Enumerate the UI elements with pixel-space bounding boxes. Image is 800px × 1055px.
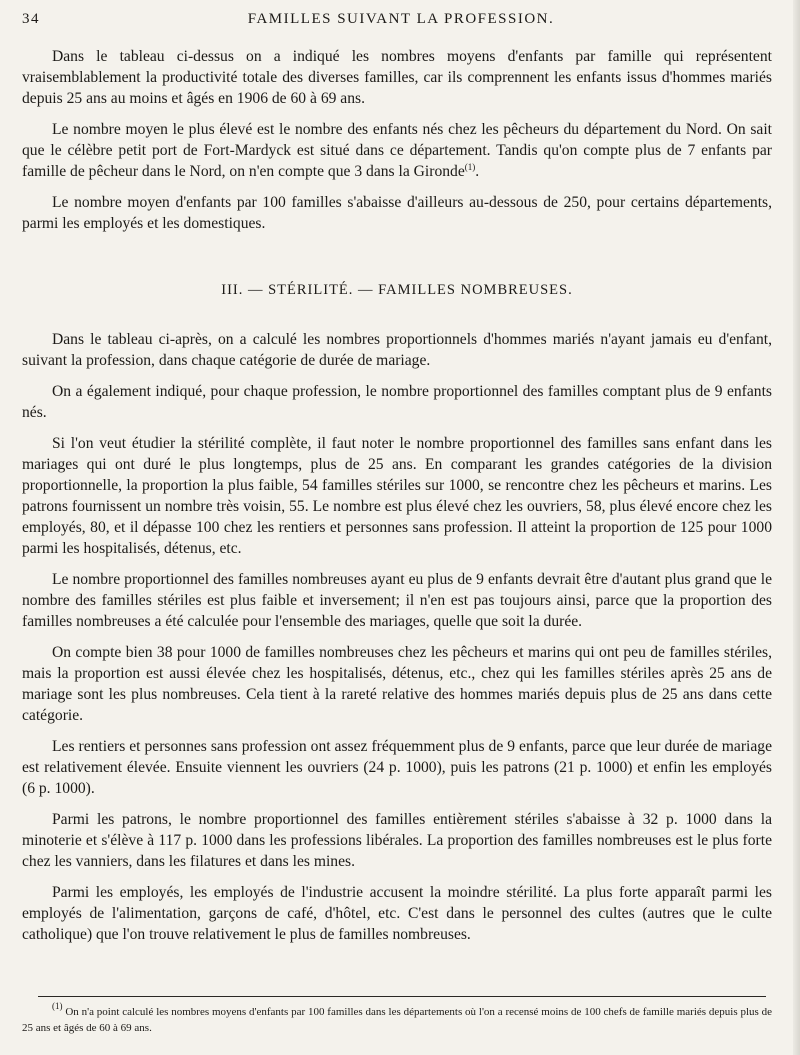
page-number: 34 [22,11,40,27]
paragraph: Dans le tableau ci-après, on a calculé les nombres proportionnels d'hommes mariés n'ayant jamais eu d'enfant, suivant la profession, dans chaque catégorie de durée de mariage. [22,331,772,369]
footnote-divider [38,996,766,997]
paragraph: Si l'on veut étudier la stérilité complète, il faut noter le nombre proportionnel des familles sans enfant dans les mariages qui ont duré le plus longtemps, plus de 25 ans. En comparant les grandes catégories de la division proportionnelle, la proportion la plus faible, 54 familles stériles sur 1000, se rencontre chez les pêcheurs et marins. Les patrons fournissent un nombre très voisin, 55. Le nombre est plus élevé chez les ouvriers, 58, plus élevé encore chez les employés, 80, et il dépasse 100 chez les rentiers et personnes sans profession. Il atteint la proportion de 125 pour 1000 parmi les hospitalisés, détenus, etc. [22,435,772,557]
paragraph [22,119,772,182]
paragraph: Le nombre proportionnel des familles nombreuses ayant eu plus de 9 enfants devrait être d'autant plus grand que le nombre des familles stériles est plus faible et inversement; il n'en est pas toujours ainsi, parce que la proportion des familles nombreuses a été calculée pour l'ensemble des mariages, quelle que soit la durée. [22,571,772,630]
footnote [22,1001,772,1036]
running-title: FAMILLES SUIVANT LA PROFESSION. [247,11,555,27]
section-title: III. — STÉRILITÉ. — FAMILLES NOMBREUSES. [221,282,573,298]
paragraph: Les rentiers et personnes sans profession ont assez fréquemment plus de 9 enfants, parce que leur durée de mariage est relativement élevée. Ensuite viennent les ouvriers (24 p. 1000), puis les patrons (21 p. 1000) et enfin les employés (6 p. 1000). [22,738,772,797]
paragraph: On a également indiqué, pour chaque profession, le nombre proportionnel des familles comptant plus de 9 enfants nés. [22,383,772,421]
footnote-body: On n'a point calculé les nombres moyens d'enfants par 100 familles dans les départements où l'on a recensé moins de 100 chefs de famille mariés depuis plus de 25 ans et âgés de 60 à 69 ans. [22,1006,772,1034]
page-edge [793,0,800,1055]
page-header [22,11,780,33]
paragraph: Dans le tableau ci-dessus on a indiqué les nombres moyens d'enfants par famille qui représentent vraisemblablement la productivité totale des diverses familles, car ils comprennent les enfants issus d'hommes mariés depuis 25 ans au moins et âgés en 1906 de 60 à 69 ans. [22,48,772,107]
paragraph-text: Le nombre moyen le plus élevé est le nombre des enfants nés chez les pêcheurs du département du Nord. On sait que le célèbre petit port de Fort-Mardyck est situé dans ce département. Tandis qu'on compte plus de 7 enfants par famille de pêcheur dans le Nord, on n'en compte que 3 dans la Gironde [22,121,772,180]
paragraph-end: . [475,163,480,180]
footnote-marker: (1) [52,1001,63,1011]
footnote-text [22,1001,772,1036]
paragraph: Parmi les patrons, le nombre proportionnel des familles entièrement stériles s'abaisse à 32 p. 1000 dans la minoterie et s'élève à 117 p. 1000 dans les professions libérales. La proportion des familles nombreuses est le plus forte chez les vanniers, dans les filatures et dans les mines. [22,811,772,870]
paragraph: Parmi les employés, les employés de l'industrie accusent la moindre stérilité. La plus forte apparaît parmi les employés de l'alimentation, garçons de café, d'hôtel, etc. C'est dans le personnel des cultes (autres que le culte catholique) que l'on trouve relativement le plus de familles nombreuses. [22,884,772,943]
body-text [22,46,772,955]
paragraph: On compte bien 38 pour 1000 de familles nombreuses chez les pêcheurs et marins qui ont peu de familles stériles, mais la proportion est aussi élevée chez les hospitalisés, détenus, etc., chez qui les familles stériles après 25 ans de mariage sont les plus nombreuses. Cela tient à la rareté relative des hommes mariés depuis plus de 25 ans dans cette catégorie. [22,644,772,724]
paragraph: Le nombre moyen d'enfants par 100 familles s'abaisse d'ailleurs au-dessous de 250, pour certains départements, parmi les employés et les domestiques. [22,194,772,232]
footnote-reference: (1) [464,162,476,172]
